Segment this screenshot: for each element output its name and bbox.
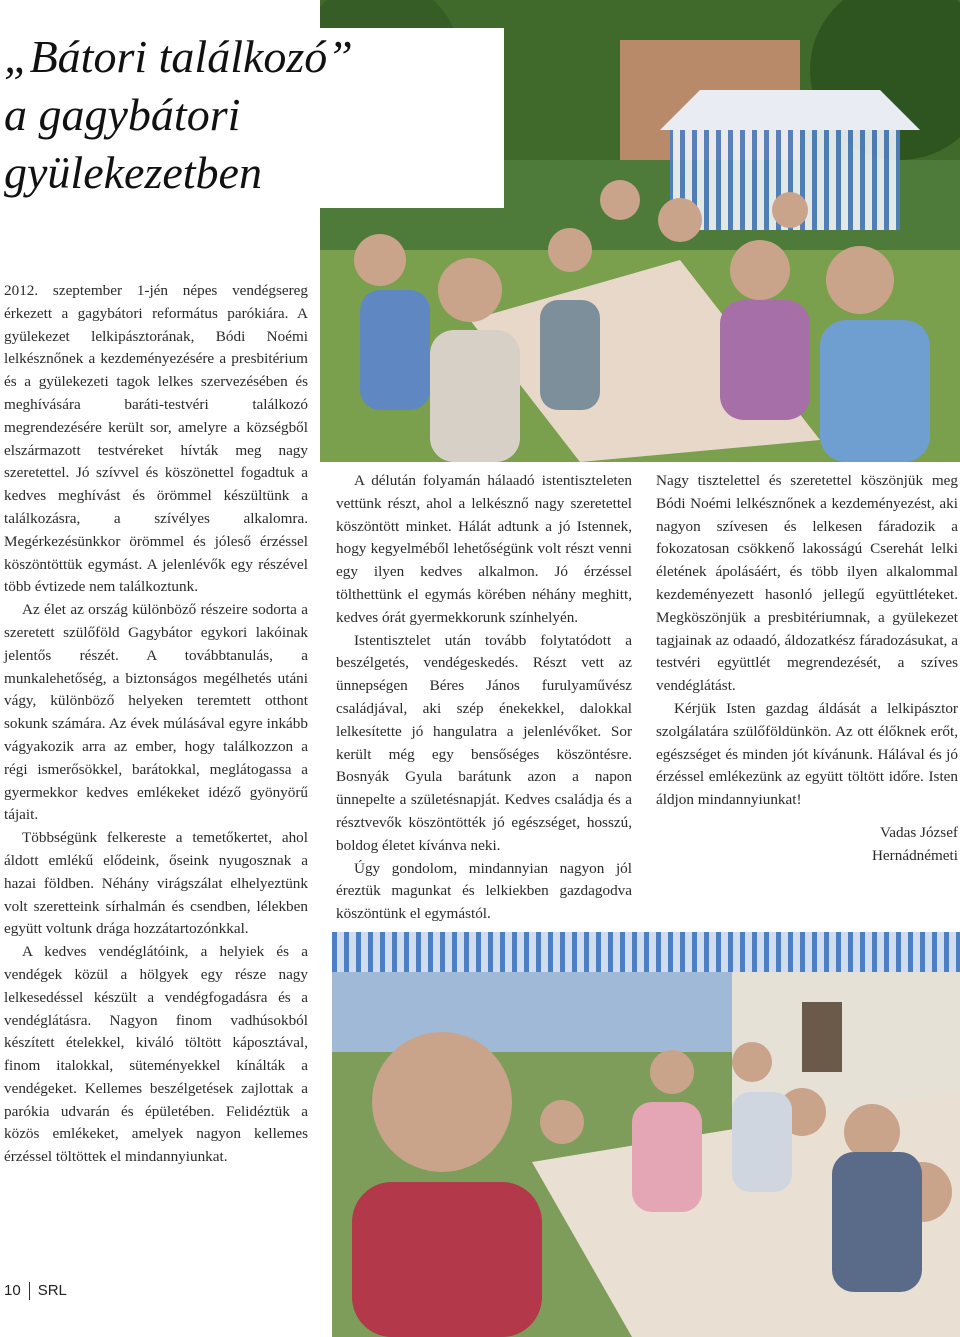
paragraph: Nagy tisztelettel és szeretettel köszönjük meg Bódi Noémi lelkésznőnek a kezdeményezést, aki nagyon szívesen és lelkesen fáradozik a fokozatosan csökkenő lakosságú Cserehát lelki életének ápolásáért, és több ilyen alkalommal kezdeményezett hasonló jellegű együttléteket. Megköszönjük a presbitériumnak, a gyülekezet tagjainak az odaadó, áldozatkész fáradozásukat, a testvéri együttlét megrendezését, a szíves vendéglátást. xyxy=(656,472,958,695)
paragraph: A kedves vendéglátóink, a helyiek és a vendégek közül a hölgyek egy része nagy lelkesedéssel készült a vendégfogadásra és a vendéglátásra. Nagyon finom vadhúsokból készített ételekkel, kiváló töltött káposztával, finom italokkal, süteményekkel kínálták a vendégeket. Kellemes beszélgetések zajlottak a parókia udvarán és épületében. Felidéztük a közös emlékeket, amelyek nagyon kellemes érzéssel töltöttek el mindannyiunkat. xyxy=(4,943,308,1166)
paragraph: A délután folyamán hálaadó istentiszteleten vettünk részt, ahol a lelkésznő nagy szeretettel köszöntött minket. Hálát adtunk a jó Istennek, hogy kegyelméből lehetőségünk volt részt venni egy ilyen kedves alkalmon. Jó érzéssel tölthettünk el egymás körében néhány meghitt, kedves órát gyermekkorunk színhelyén. xyxy=(336,472,632,626)
author-place: Hernádnémeti xyxy=(871,846,958,864)
paragraph: Többségünk felkereste a temetőkertet, ahol áldott emlékű elődeink, őseink nyugosznak a hazai földben. Néhány virágszálat elhelyeztünk volt szeretteink sírhalmán és csendben, lélekben együtt voltunk drága hozzátartozónkkal. xyxy=(4,829,308,938)
footer-divider xyxy=(29,1282,30,1300)
page-footer xyxy=(4,1282,67,1300)
paragraph: Úgy gondolom, mindannyian nagyon jól éreztük magunkat és lelkiekben gazdagodva köszöntünk el egymástól. xyxy=(336,859,632,923)
article-column-left xyxy=(4,280,308,1169)
article-column-middle xyxy=(336,470,632,926)
title-line-2: a gagybátori xyxy=(4,89,241,140)
paragraph: Istentisztelet után tovább folytatódott a beszélgetés, vendégeskedés. Részt vett az ünnepségen Béres János furulyaművész családjával, aki szép énekekkel, dalokkal lelkesítette jó hangulatra a jelenlévőket. Sor került még egy bensőséges köszöntésre. Bosnyák Gyula barátunk azon a napon ünnepelte a születésnapját. Kedves családja és a résztvevők köszöntötték jó egészséget, hosszú, boldog életet kívánva neki. xyxy=(336,631,632,854)
paragraph: 2012. szeptember 1-jén népes vendégsereg érkezett a gagybátori református parókiára. A gyülekezet lelkipásztorának, Bódi Noémi lelkésznőnek a kezdeményezésére a presbitérium és a gyülekezeti tagok lelkes szervezésében és meghívására baráti-testvéri találkozó megrendezésére került sor, amelyre a községből elszármazott testvéreket hívták meg nagy szeretettel. Jó szívvel és köszönettel fogadtuk a kedves meghívást és örömmel készültünk a találkozásra, a szívélyes alkalomra. Megérkezésünkkor örömmel és jóleső érzéssel köszöntöttük egymást. A jelenlévők egy részével több évtizede nem találkoztunk. xyxy=(4,282,308,596)
title-line-3: gyülekezetben xyxy=(4,147,262,198)
article-title xyxy=(0,28,504,208)
publication-name: SRL xyxy=(37,1282,67,1299)
title-line-1: „Bátori találkozó” xyxy=(4,31,353,82)
paragraph: Az élet az ország különböző részeire sodorta a szeretett szülőföld Gagybátor egykori lakóinak jelentős részét. A továbbtanulás, a munkalehetőség, a biztonságos megélhetés utáni vágy, különböző helyeken teremtett otthont sokunk számára. Az évek múlásával egyre inkább vágyakozik arra az ember, hogy találkozzon a régi ismerősökkel, barátokkal, meglátogassa a gyermekkor kedves emlékeket idéző gyönyörű tájait. xyxy=(4,601,308,824)
article-column-right xyxy=(656,470,958,868)
author-name: Vadas József xyxy=(879,823,958,841)
photo-courtyard-dinner xyxy=(332,932,960,1337)
paragraph: Kérjük Isten gazdag áldását a lelkipásztor szolgálatára szülőföldünkön. Az ott élőknek erőt, egészséget és minden jót kívánunk. Hálával és jó érzéssel emlékezünk az együtt töltött időre. Isten áldjon mindannyiunkat! xyxy=(656,699,958,809)
photo-courtyard-dinner-image xyxy=(332,932,960,1337)
page-number: 10 xyxy=(4,1282,21,1299)
